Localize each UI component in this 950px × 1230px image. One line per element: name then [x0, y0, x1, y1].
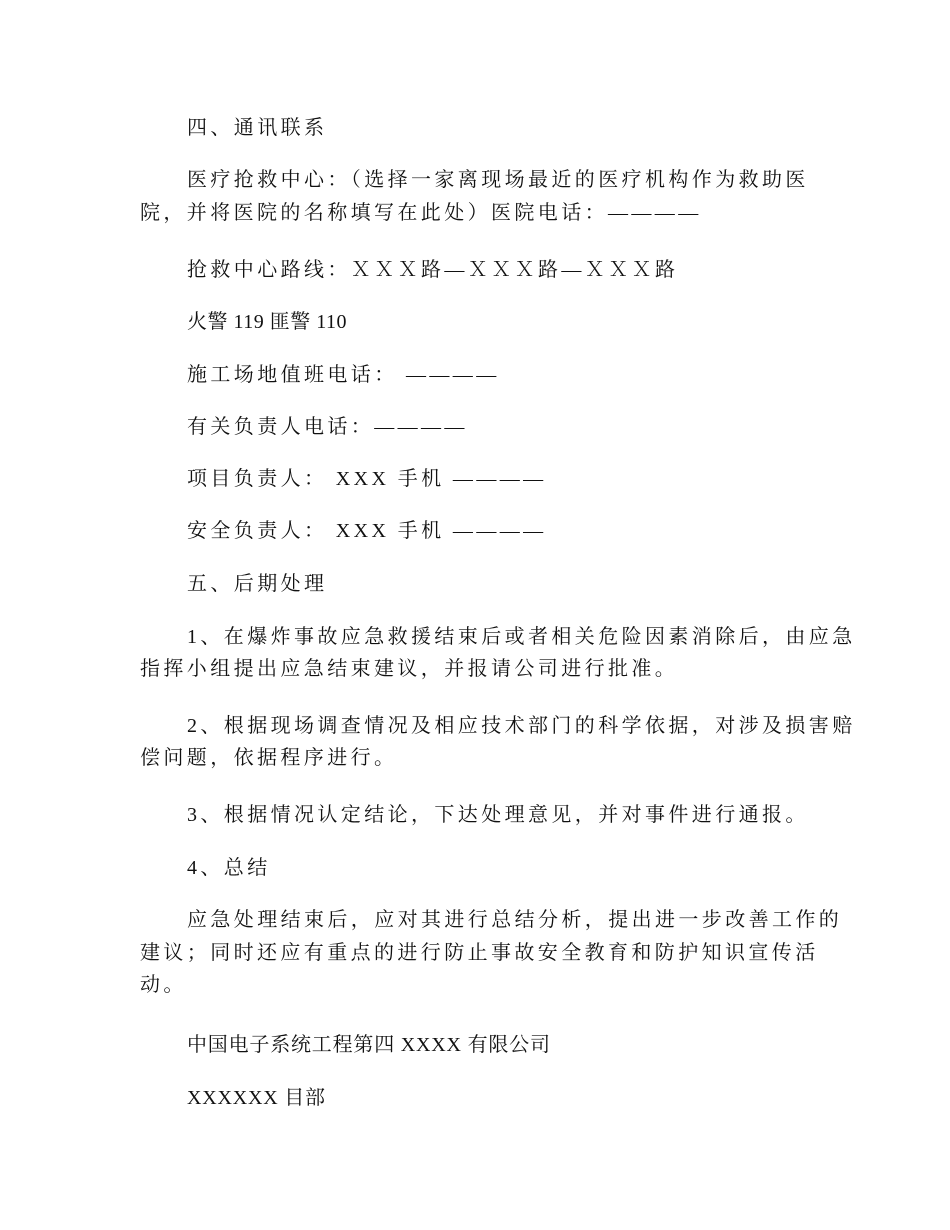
item4-heading: 4、总结: [187, 857, 271, 879]
signature-company: 中国电子系统工程第四 XXXX 有限公司: [187, 1034, 551, 1056]
project-lead-contact: 项目负责人： XXX 手机 ————: [187, 468, 547, 490]
signature-department: XXXXXX 目部: [187, 1087, 326, 1109]
summary-line3: 动。: [140, 974, 187, 996]
safety-lead-contact: 安全负责人： XXX 手机 ————: [187, 520, 547, 542]
hospital-text-line1: 医疗抢救中心：（选择一家离现场最近的医疗机构作为救助医: [187, 169, 809, 191]
summary-line1: 应急处理结束后，应对其进行总结分析，提出进一步改善工作的: [187, 909, 843, 931]
section-heading-aftermath: 五、后期处理: [187, 573, 328, 595]
hospital-text-line2: 院，并将医院的名称填写在此处）医院电话：————: [140, 202, 702, 224]
responsible-phone: 有关负责人电话：————: [187, 416, 468, 438]
summary-line2: 建议；同时还应有重点的进行防止事故安全教育和防护知识宣传活: [140, 942, 819, 964]
item3: 3、根据情况认定结论，下达处理意见，并对事件进行通报。: [187, 804, 809, 826]
item2-line2: 偿问题，依据程序进行。: [140, 747, 398, 769]
item1-line1: 1、在爆炸事故应急救援结束后或者相关危险因素消除后，由应急: [187, 626, 856, 648]
rescue-route: 抢救中心路线：ＸＸＸ路—ＸＸＸ路—ＸＸＸ路: [187, 259, 679, 281]
item1-line2: 指挥小组提出应急结束建议，并报请公司进行批准。: [140, 658, 679, 680]
emergency-numbers: 火警 119 匪警 110: [187, 311, 348, 333]
site-duty-phone: 施工场地值班电话： ————: [187, 364, 500, 386]
section-heading-communication: 四、通讯联系: [187, 117, 328, 139]
item2-line1: 2、根据现场调查情况及相应技术部门的科学依据，对涉及损害赔: [187, 715, 856, 737]
